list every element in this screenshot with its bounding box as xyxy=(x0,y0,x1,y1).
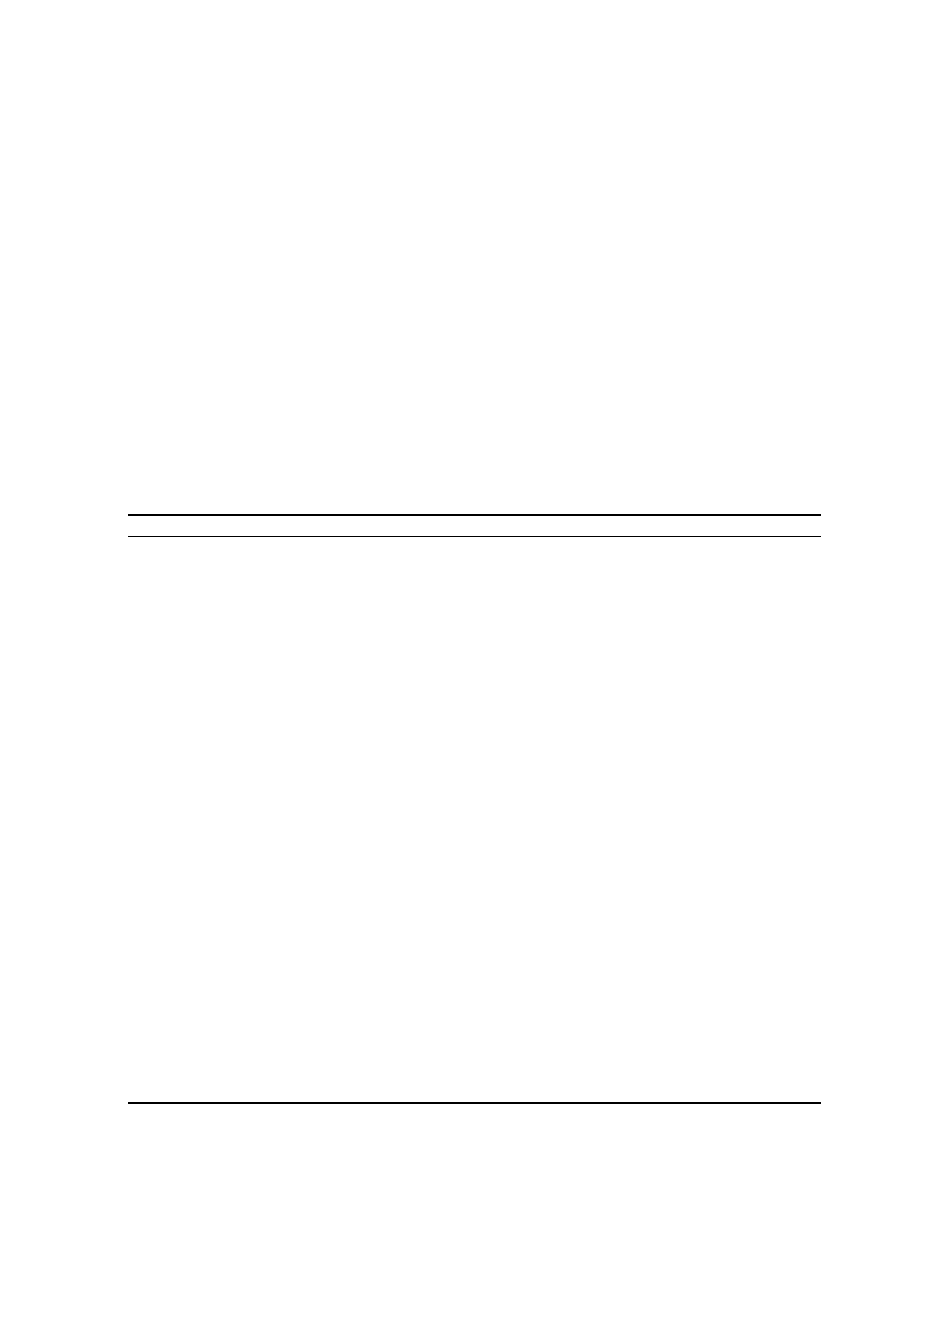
table-bottom-rule xyxy=(128,1102,821,1104)
table-top-rule xyxy=(128,514,821,516)
table-header-rule xyxy=(128,536,821,537)
